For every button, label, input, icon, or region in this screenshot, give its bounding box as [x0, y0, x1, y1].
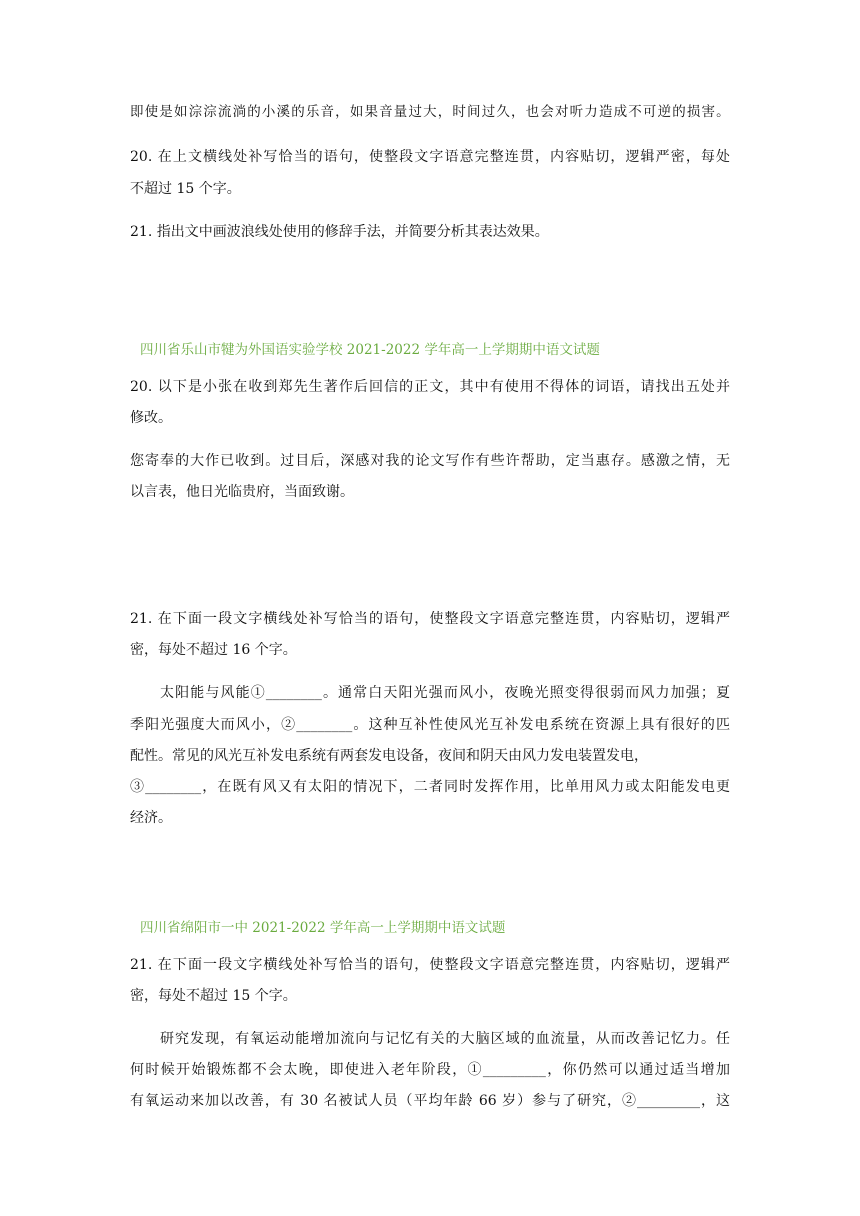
- question-20-leshan-cont: 修改。: [130, 410, 172, 426]
- passage-line-1: 太阳能与风能①________。通常白天阳光强而风小，夜晚光照变得很弱而风力加强；夏: [160, 685, 730, 701]
- research-line-2: 何时候开始锻炼都不会太晚，即使进入老年阶段，①_________，你仍然可以通过适当增加: [130, 1062, 730, 1078]
- passage-line-2: 季阳光强度大而风小，②________。这种互补性使风光互补发电系统在资源上具有很好的匹: [130, 717, 730, 733]
- question-21-mianyang: 21. 在下面一段文字横线处补写恰当的语句，使整段文字语意完整连贯，内容贴切，逻辑严: [130, 957, 730, 973]
- question-20-leshan: 20. 以下是小张在收到郑先生著作后回信的正文，其中有使用不得体的词语，请找出五处并: [130, 379, 730, 395]
- research-line-3: 有氧运动来加以改善，有 30 名被试人员（平均年龄 66 岁）参与了研究，②_________，这: [130, 1093, 730, 1109]
- research-line-1: 研究发现，有氧运动能增加流向与记忆有关的大脑区域的血流量，从而改善记忆力。任: [160, 1031, 730, 1047]
- question-21-mianyang-cont: 密，每处不超过 15 个字。: [130, 988, 297, 1004]
- passage-line-5: 经济。: [130, 810, 172, 826]
- passage-line-3: 配性。常见的风光互补发电系统有两套发电设备，夜间和阴天由风力发电装置发电，: [130, 748, 648, 764]
- source-leshan: 四川省乐山市犍为外国语实验学校 2021-2022 学年高一上学期期中语文试题: [140, 342, 600, 358]
- question-21-leshan-cont: 密，每处不超过 16 个字。: [130, 642, 297, 658]
- letter-text-line-2: 以言表，他日光临贵府，当面致谢。: [130, 484, 354, 500]
- passage-ending-line: 即使是如淙淙流淌的小溪的乐音，如果音量过大，时间过久，也会对听力造成不可逆的损害。: [130, 104, 730, 120]
- letter-text-line-1: 您寄奉的大作已收到。过目后，深感对我的论文写作有些许帮助，定当惠存。感激之情，无: [130, 453, 730, 469]
- question-20-text-cont: 不超过 15 个字。: [130, 181, 241, 197]
- question-21-leshan: 21. 在下面一段文字横线处补写恰当的语句，使整段文字语意完整连贯，内容贴切，逻辑严: [130, 611, 730, 627]
- passage-line-4: ③________，在既有风又有太阳的情况下，二者同时发挥作用，比单用风力或太阳能发电更: [130, 779, 730, 795]
- question-21-text: 21. 指出文中画波浪线处使用的修辞手法，并简要分析其表达效果。: [130, 224, 549, 240]
- source-mianyang: 四川省绵阳市一中 2021-2022 学年高一上学期期中语文试题: [140, 920, 506, 936]
- question-20-text: 20. 在上文横线处补写恰当的语句，使整段文字语意完整连贯，内容贴切，逻辑严密，每处: [130, 149, 730, 165]
